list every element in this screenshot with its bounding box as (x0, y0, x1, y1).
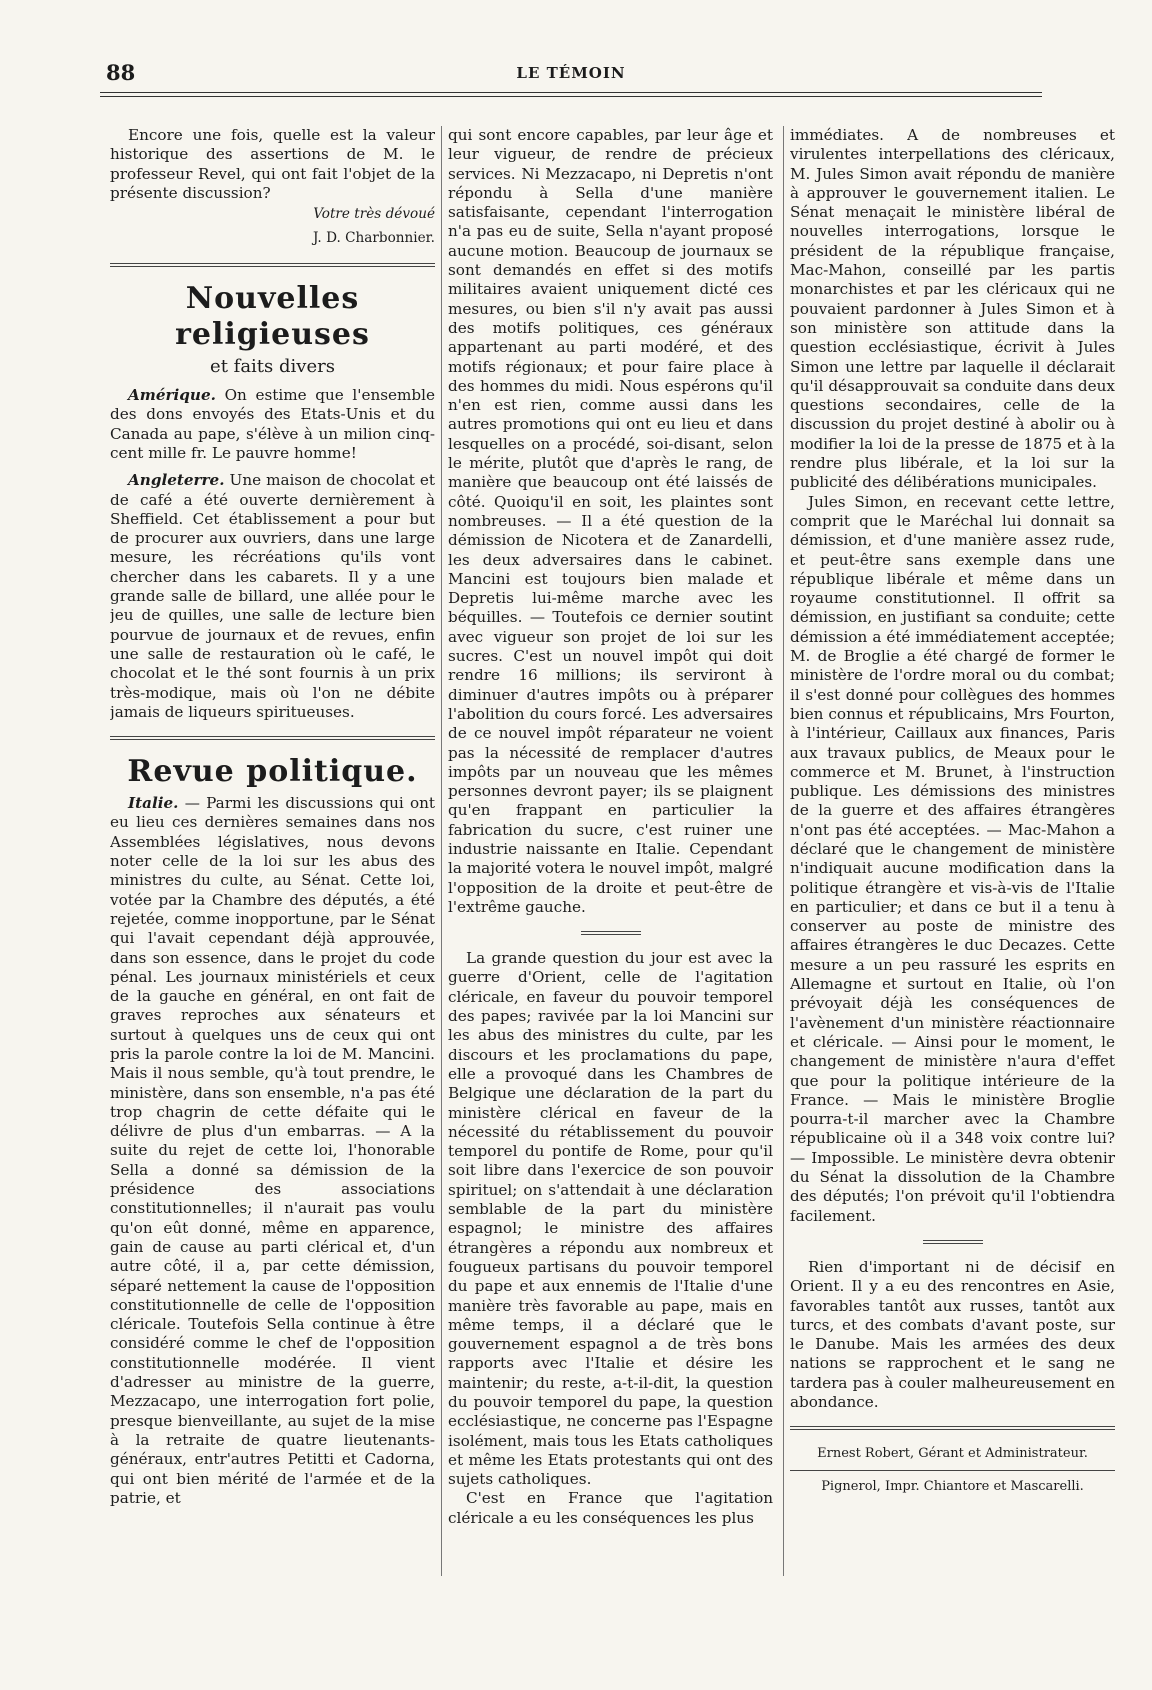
column-1 (110, 126, 435, 1586)
revue-italie (110, 794, 435, 1508)
column-divider (783, 126, 784, 1576)
section-rule (110, 263, 435, 267)
news-text: Une maison de chocolat et de café a été ouverte dernièrement à Sheffield. Cet établissement a pour but de procurer aux ouvriers, dans une large mesure, les récréations qu'ils vont chercher dans les cabarets. Il y a une grande salle de billard, une allée pour le jeu de quilles, une salle de lecture bien pourvue de journaux et de revues, enfin une salle de restauration où le café, le chocolat et le thé sont fournis à un prix très-modique, mais où l'on ne débite jamais de liqueurs spiritueuses. (110, 471, 435, 721)
credit-rule (790, 1470, 1115, 1471)
news-item-amerique (110, 386, 435, 463)
paragraph: C'est en France que l'agitation cléricale a eu les conséquences les plus (448, 1489, 773, 1527)
news-label: Angleterre. (128, 471, 225, 490)
paragraph: La grande question du jour est avec la guerre d'Orient, celle de l'agitation cléricale, en faveur du pouvoir temporel des papes; ravivée par la loi Mancini sur les abus des ministres du culte, par les discours et les proclamations du pape, elle a provoqué dans les Chambres de Belgique une déclaration de la part du ministère clérical en faveur de la nécessité du rétablissement du pouvoir temporel du pontife de Rome, pour qu'il soit libre dans l'exercice de son pouvoir spirituel; on s'attendait à une déclaration semblable de la part du ministère espagnol; le ministre des affaires étrangères a répondu aux nombreux et fougueux partisans du pouvoir temporel du pape et aux ennemis de l'Italie d'une manière très favorable au pape, mais en même temps, il a déclaré que le gouvernement espagnol a de très bons rapports avec l'Italie et désire les maintenir; du reste, a-t-il-dit, la question du pouvoir temporel du pape, la question ecclésiastique, ne concerne pas l'Espagne isolément, mais tous les Etats catholiques et même les Etats protestants qui ont des sujets catholiques. (448, 949, 773, 1489)
paragraph: qui sont encore capables, par leur âge et leur vigueur, de rendre de précieux services. Ni Mezzacapo, ni Depretis n'ont répondu à Sella d'une manière satisfaisante, cependant l'interrogation n'a pas eu de suite, Sella n'ayant proposé aucune motion. Beaucoup de journaux se sont demandés en effet si des motifs militaires avaient uniquement dicté ces mesures, ou bien s'il n'y avait pas aussi des motifs politiques, ces généraux appartenant au parti modéré, et des motifs régionaux; et pour faire place à des hommes du midi. Nous espérons qu'il n'en est rien, comme aussi dans les autres promotions qui ont eu lieu et dans lesquelles on a procédé, soi-disant, selon le mérite, plutôt que d'après le rang, de manière que beaucoup ont été laissés de côté. Quoiqu'il en soit, les plaintes sont nombreuses. — Il a été question de la démission de Nicotera et de Zanardelli, les deux adversaires dans le cabinet. Mancini est toujours bien malade et Depretis lui-même marche avec les béquilles. — Toutefois ce dernier soutint avec vigueur son projet de loi sur les sucres. C'est un nouvel impôt qui doit rendre 16 millions; ils serviront à diminuer d'autres impôts ou à préparer l'abolition du cours forcé. Les adversaires de ce nouvel impôt réparateur ne voient pas la nécessité de remplacer d'autres impôts par un nouveau que les mêmes personnes devront payer; ils se plaignent qu'en frappant en particulier la fabrication du sucre, c'est ruiner une industrie naissante en Italie. Cependant la majorité votera le nouvel impôt, malgré l'opposition de la droite et peut-être de l'extrême gauche. (448, 126, 773, 916)
column-divider (441, 126, 442, 1576)
revue-section-title: Revue politique. (127, 754, 418, 790)
news-label: Italie. (128, 794, 179, 813)
column-2 (448, 126, 773, 1586)
section-rule (110, 736, 435, 740)
paragraph: Jules Simon, en recevant cette lettre, comprit que le Maréchal lui donnait sa démission, et d'une manière assez rude, et peut-être sans exemple dans une république libérale et même dans un royaume constitutionnel. Il offrit sa démission, en justifiant sa conduite; cette démission a été immédiatement acceptée; M. de Broglie a été chargé de former le ministère de l'ordre moral ou du combat; il s'est donné pour collègues des hommes bien connus et républicains, Mrs Fourton, à l'intérieur, Caillaux aux finances, Paris aux travaux publics, de Meaux pour le commerce et M. Brunet, à l'instruction publique. Les démissions des ministres de la guerre et des affaires étrangères n'ont pas été acceptées. — Mac-Mahon a déclaré que le changement de ministère n'indiquait aucune modification dans la politique étrangère et vis-à-vis de l'Italie en particulier; et dans ce but il a tenu à conserver au poste de ministre des affaires étrangères le duc Decazes. Cette mesure a un peu rassuré les esprits en Allemagne et surtout en Italie, où l'on prévoyait déjà les conséquences de l'avènement d'un ministère réactionnaire et cléricale. — Ainsi pour le moment, le changement de ministère n'aura d'effet que pour la politique intérieure de la France. — Mais le ministère Broglie pourra-t-il marcher avec la Chambre républicaine où il a 348 voix contre lui? — Impossible. Le ministère devra obtenir du Sénat la dissolution de la Chambre des députés; l'on prévoit qu'il l'obtiendra facilement. (790, 492, 1115, 1225)
letter-signature: J. D. Charbonnier. (313, 230, 435, 247)
paragraph: Rien d'important ni de décisif en Orient. Il y a eu des rencontres en Asie, favorables tantôt aux russes, tantôt aux turcs, et des combats d'avant poste, sur le Danube. Mais les armées des deux nations se rapprochent et le sang ne tardera pas à couler malheureusement en abondance. (790, 1257, 1115, 1411)
news-text: On estime que l'ensemble des dons envoyés des Etats-Unis et du Canada au pape, s'élève à un milion cinq-cent mille fr. Le pauvre homme! (110, 386, 435, 462)
letter-closing: Votre très dévoué (313, 206, 435, 223)
section-rule (790, 1426, 1115, 1430)
paragraph: immédiates. A de nombreuses et virulentes interpellations des cléricaux, M. Jules Simon avait répondu de manière à approuver le gouvernement italien. Le Sénat menaçait le ministère libéral de nouvelles interrogations, lorsque le président de la république française, Mac-Mahon, conseillé par les partis monarchistes et par les cléricaux qui ne pouvaient pardonner à Jules Simon et à son ministère son attitude dans la question ecclésiastique, écrivit à Jules Simon une lettre par laquelle il déclarait qu'il désapprouvait sa conduite dans deux questions secondaires, celle de la discussion du projet destiné à abolir ou à modifier la loi de la presse de 1875 et à la rendre plus libérale, et la loi sur la publicité des délibérations municipales. (790, 126, 1115, 492)
separator (581, 931, 641, 935)
header-rule (100, 92, 1042, 97)
journal-title: LE TÉMOIN (516, 64, 626, 82)
news-section-subtitle: et faits divers (210, 355, 335, 377)
news-label: Amérique. (128, 386, 216, 405)
page-number: 88 (106, 60, 136, 85)
letter-end: Encore une fois, quelle est la valeur historique des assertions de M. le professeur Revel, qui ont fait l'objet de la présente discussion? (110, 126, 435, 202)
gerant-credit: Ernest Robert, Gérant et Administrateur. (817, 1446, 1088, 1462)
news-text: — Parmi les discussions qui ont eu lieu ces dernières semaines dans nos Assemblées législatives, nous devons noter celle de la loi sur les abus des ministres du culte, au Sénat. Cette loi, votée par la Chambre des députés, a été rejetée, comme inopportune, par le Sénat qui l'avait cependant déjà approuvée, dans son essence, dans le projet du code pénal. Les journaux ministériels et ceux de la gauche en général, en ont fait de graves reproches aux sénateurs et surtout à quelques uns de ceux qui ont pris la parole contre la loi de M. Mancini. Mais il nous semble, qu'à tout prendre, le ministère, dans son ensemble, n'a pas été trop chagrin de cette défaite qui le délivre de plus d'un embarras. — A la suite du rejet de cette loi, l'honorable Sella a donné sa démission de la présidence des associations constitutionnelles; il n'aurait pas voulu qu'on eût donné, même en apparence, gain de cause au parti clérical et, d'un autre côté, il a, par cette démission, séparé nettement la cause de l'opposition constitutionnelle de celle de l'opposition cléricale. Toutefois Sella continue à être considéré comme le chef de l'opposition constitutionnelle modérée. Il vient d'adresser au ministre de la guerre, Mezzacapo, une interrogation fort polie, presque bienveillante, au sujet de la mise à la retraite de quatre lieutenants-généraux, entr'autres Petitti et Cadorna, qui ont bien mérité de l'armée et de la patrie, et (110, 794, 435, 1507)
column-3 (790, 126, 1115, 1586)
separator (923, 1240, 983, 1244)
news-section-title: Nouvelles religieuses (175, 280, 370, 352)
printer-credit: Pignerol, Impr. Chiantore et Mascarelli. (821, 1478, 1084, 1494)
news-item-angleterre (110, 471, 435, 722)
page-header (100, 60, 1042, 94)
